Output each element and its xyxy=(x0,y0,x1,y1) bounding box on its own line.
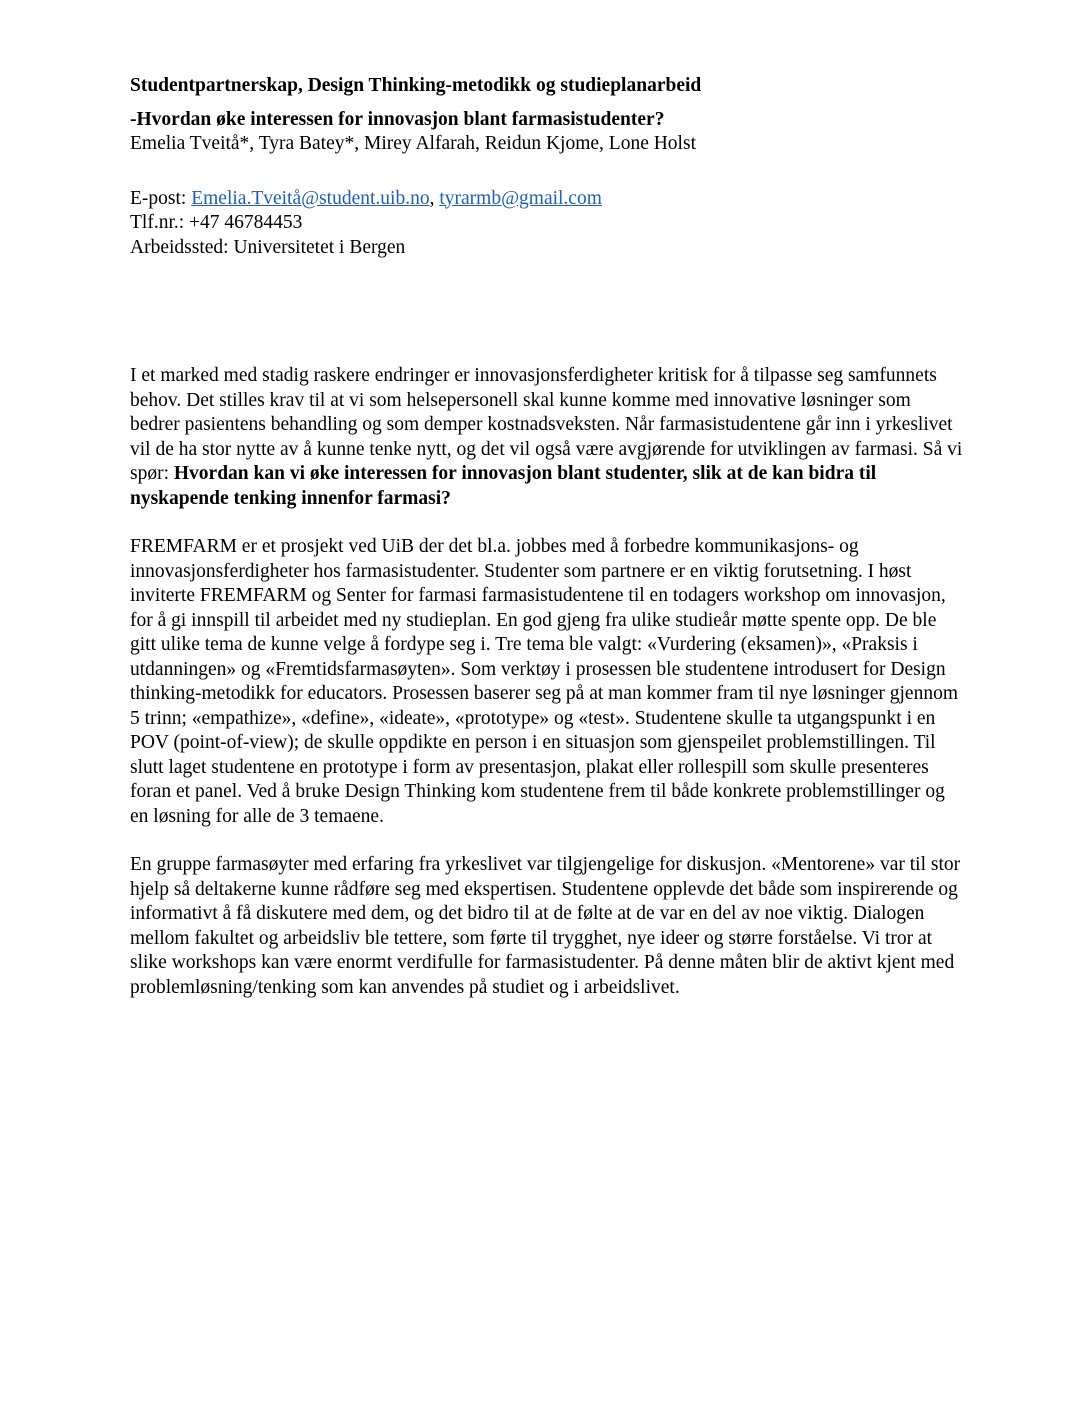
paragraph-mentors: En gruppe farmasøyter med erfaring fra yrkeslivet var tilgjengelige for diskusjon. «Mentorene» var til stor hjelp så deltakerne kunne rådføre seg med ekspertisen. Studentene opplevde det både som inspirerende og informativt å få diskutere med dem, og det bidro til at de følte at de var en del av noe viktig. Dialogen mellom fakultet og arbeidsliv ble tettere, som førte til trygghet, nye ideer og større forståelse. Vi tror at slike workshops kan være enormt verdifulle for farmasistudenter. På denne måten blir de aktivt kjent med problemløsning/tenking som kan anvendes på studiet og i arbeidslivet. xyxy=(130,854,961,998)
document-title: Studentpartnerskap, Design Thinking-metodikk og studieplanarbeid xyxy=(130,75,702,96)
email-label: E-post: xyxy=(130,187,192,209)
email-separator: , xyxy=(429,187,440,209)
email-link-2[interactable]: tyrarmb@gmail.com xyxy=(439,187,602,209)
email-link-1[interactable]: Emelia.Tveitå@student.uib.no xyxy=(191,187,430,209)
paragraph-intro xyxy=(130,364,965,511)
research-question: Hvordan kan vi øke interessen for innovasjon blant studenter, slik at de kan bidra til nyskapende tenking innenfor farmasi? xyxy=(130,463,877,509)
author-list: Emelia Tveitå*, Tyra Batey*, Mirey Alfarah, Reidun Kjome, Lone Holst xyxy=(130,133,696,154)
document-subtitle: -Hvordan øke interessen for innovasjon blant farmasistudenter? xyxy=(130,109,665,130)
email-line xyxy=(130,187,965,212)
workplace-line: Arbeidssted: Universitetet i Bergen xyxy=(130,236,406,258)
phone-line: Tlf.nr.: +47 46784453 xyxy=(130,212,303,233)
contact-block xyxy=(130,187,965,261)
document-body xyxy=(130,74,965,1000)
paragraph-fremfarm: FREMFARM er et prosjekt ved UiB der det bl.a. jobbes med å forbedre kommunikasjons- og innovasjonsferdigheter hos farmasistudenter. Studenter som partnere er en viktig forutsetning. I høst inviterte FREMFARM og Senter for farmasi farmasistudentene til en todagers workshop om innovasjon, for å gi innspill til arbeidet med ny studieplan. En god gjeng fra ulike studieår møtte spente opp. De ble gitt ulike tema de kunne velge å fordype seg i. Tre tema ble valgt: «Vurdering (eksamen)», «Praksis i utdanningen» og «Fremtidsfarmasøyten». Som verktøy i prosessen ble studentene introdusert for Design thinking-metodikk for educators. Prosessen baserer seg på at man kommer fram til nye løsninger gjennom 5 trinn; «empathize», «define», «ideate», «prototype» og «test». Studentene skulle ta utgangspunkt i en POV (point-of-view); de skulle oppdikte en person i en situasjon som gjenspeilet problemstillingen. Til slutt laget studentene en prototype i form av presentasjon, plakat eller rollespill som skulle presenteres foran et panel. Ved å bruke Design Thinking kom studentene frem til både konkrete problemstillinger og en løsning for alle de 3 temaene. xyxy=(130,536,958,827)
paragraph-intro-text: I et marked med stadig raskere endringer er innovasjonsferdigheter kritisk for å tilpasse seg samfunnets behov. Det stilles krav til at vi som helsepersonell skal kunne komme med innovative løsninger som bedrer pasientens behandling og som demper kostnadsveksten. Når farmasistudentene går inn i yrkeslivet vil de ha stor nytte av å kunne tenke nytt, og det vil også være avgjørende for utviklingen av farmasi. Så vi spør: xyxy=(130,365,963,484)
